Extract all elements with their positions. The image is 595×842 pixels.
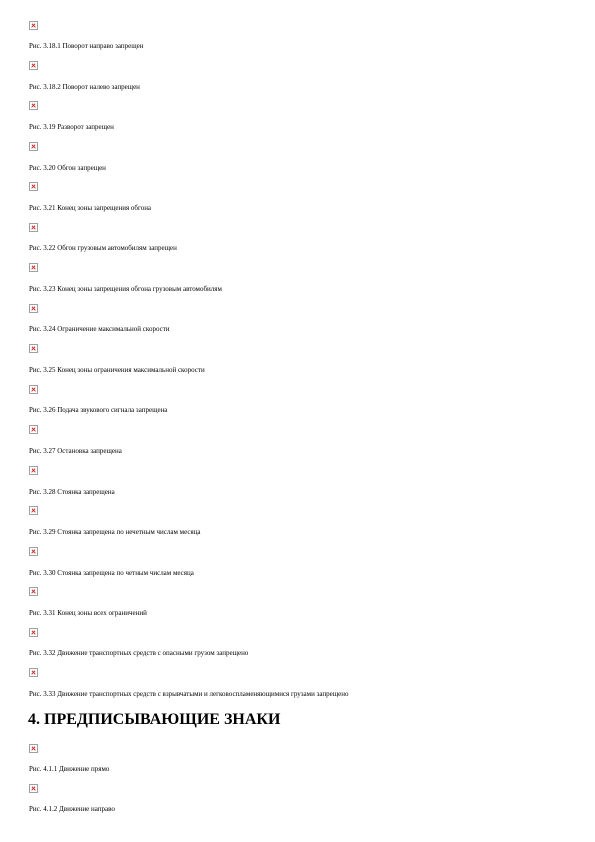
figure-caption: Рис. 3.18.2 Поворот налево запрещен xyxy=(29,83,140,91)
broken-image-icon xyxy=(29,344,38,353)
broken-image-icon xyxy=(29,668,38,677)
broken-image-icon xyxy=(29,506,38,515)
broken-image-icon xyxy=(29,101,38,110)
figure-caption: Рис. 3.33 Движение транспортных средств с взрывчатыми и легковоспламеняющимися грузами запрещено xyxy=(29,690,349,698)
section-heading: 4. ПРЕДПИСЫВАЮЩИЕ ЗНАКИ xyxy=(28,711,281,728)
figure-caption: Рис. 3.32 Движение транспортных средств с опасными грузом запрещено xyxy=(29,649,249,657)
figure-caption: Рис. 3.27 Остановка запрещена xyxy=(29,447,122,455)
figure-caption: Рис. 3.20 Обгон запрещен xyxy=(29,164,106,172)
figure-caption: Рис. 3.28 Стоянка запрещена xyxy=(29,488,115,496)
broken-image-icon xyxy=(29,304,38,313)
figure-caption: Рис. 3.26 Подача звукового сигнала запрещена xyxy=(29,406,168,414)
broken-image-icon xyxy=(29,263,38,272)
figure-caption: Рис. 3.31 Конец зоны всех ограничений xyxy=(29,609,147,617)
broken-image-icon xyxy=(29,744,38,753)
figure-caption: Рис. 3.23 Конец зоны запрещения обгона грузовым автомобилям xyxy=(29,285,222,293)
broken-image-icon xyxy=(29,182,38,191)
broken-image-icon xyxy=(29,587,38,596)
broken-image-icon xyxy=(29,223,38,232)
broken-image-icon xyxy=(29,466,38,475)
figure-caption: Рис. 3.18.1 Поворот направо запрещен xyxy=(29,42,144,50)
broken-image-icon xyxy=(29,21,38,30)
figure-caption: Рис. 4.1.2 Движение направо xyxy=(29,805,115,813)
figure-caption: Рис. 3.22 Обгон грузовым автомобилям запрещен xyxy=(29,244,177,252)
broken-image-icon xyxy=(29,547,38,556)
figure-caption: Рис. 3.30 Стоянка запрещена по четным числам месяца xyxy=(29,569,194,577)
figure-caption: Рис. 4.1.1 Движение прямо xyxy=(29,765,110,773)
figure-caption: Рис. 3.21 Конец зоны запрещения обгона xyxy=(29,204,152,212)
broken-image-icon xyxy=(29,385,38,394)
figure-caption: Рис. 3.24 Ограничение максимальной скорости xyxy=(29,325,170,333)
broken-image-icon xyxy=(29,784,38,793)
broken-image-icon xyxy=(29,628,38,637)
broken-image-icon xyxy=(29,142,38,151)
broken-image-icon xyxy=(29,425,38,434)
figure-caption: Рис. 3.25 Конец зоны ограничения максимальной скорости xyxy=(29,366,205,374)
figure-caption: Рис. 3.19 Разворот запрещен xyxy=(29,123,114,131)
broken-image-icon xyxy=(29,61,38,70)
figure-caption: Рис. 3.29 Стоянка запрещена по нечетным числам месяца xyxy=(29,528,201,536)
